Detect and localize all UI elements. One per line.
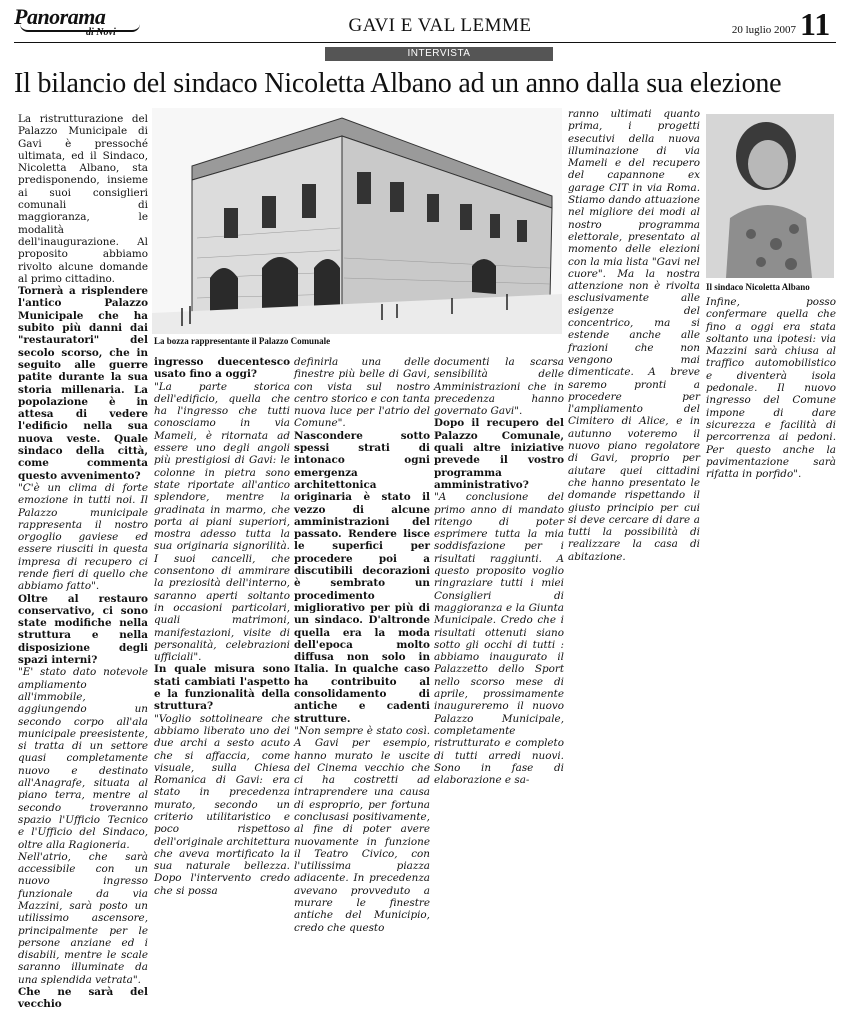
answer-paragraph: "E' stato dato notevole ampliamento all'immobile, aggiungendo un secondo corpo all'ala municipale preesistente, si tratta di un settore quasi completamente nuovo e destinato all'Anagrafe, situata al piano terra, mentre al secondo troveranno spazio l'Ufficio Tecnico e l'Ufficio del Sindaco, oltre alla Ragioneria. [18, 666, 148, 851]
article-column-1 [18, 113, 148, 1011]
article-column-2 [154, 356, 291, 897]
answer-paragraph: ranno ultimati quanto prima, i progetti esecutivi della nuova illuminazione di via Mameli e del recupero del capannone ex garage CIT in via Roma. Stiamo dando attuazione nel migliore dei modi al nostro programma elettorale, presentato al momento delle elezioni con la mia lista "Gavi nel cuore". Ma la nostra attenzione non è rivolta esclusivamente alle esigenze del concentrico, ma si estende anche alle frazioni che non vengono mai dimenticate. A breve saremo pronti a procedere per l'ampliamento del Cimitero di Alice, e in autunno voteremo il nuovo piano regolatore di Gavi, proprio per aiutare quei cittadini che hanno presentato le domande rispettando il giusto principio per cui si deve cercare di dare a tutti la possibilità di realizzare la casa di abitazione. [568, 108, 700, 563]
masthead-logo [14, 6, 154, 42]
logo-subtitle: di Novi [86, 27, 116, 38]
answer-paragraph: Nell'atrio, che sarà accessibile con un nuovo ingresso funzionale da via Mazzini, sarà posto un utilissimo ascensore, principalmente per le persone anziane ed i disabili, mentre le scale saranno illuminate da una splendida vetrata". [18, 850, 148, 986]
header-rule [14, 42, 836, 43]
intro-paragraph: La ristrutturazione del Palazzo Municipale di Gavi è pressoché ultimata, ed il Sindaco, Nicoletta Albano, sta predisponendo, insieme ai suoi consiglieri comunali di maggioranza, le modalità dell'inaugurazione. Al proposito abbiamo rivolto alcune domande al primo cittadino. [18, 113, 148, 285]
question-paragraph: Oltre al restauro conservativo, ci sono state modifiche nella struttura e nella disposizione degli spazi interni? [18, 592, 148, 667]
question-paragraph: Tornerà a risplendere l'antico Palazzo Municipale che ha subito più danni dai "restauratori" del secolo scorso, che in seguito alle guerre patite durante la sua storia millenaria. La popolazione è in attesa di vedere l'edificio nella sua nuova veste. Quale sindaco della città, come commenta questo avvenimento? [18, 285, 148, 482]
section-tag: INTERVISTA [325, 47, 553, 61]
question-paragraph: Dopo il recupero del Palazzo Comunale, quali altre iniziative prevede il vostro programma amministrativo? [434, 417, 564, 491]
building-caption: La bozza rappresentante il Palazzo Comunale [154, 336, 331, 346]
answer-paragraph: definirla una delle finestre più belle di Gavi, con vista sul nostro centro storico e con tanta nuova luce per l'atrio del Comune". [294, 356, 430, 430]
question-paragraph: Nascondere sotto spessi strati di intonaco ogni emergenza architettonica originaria è stato il vezzo di alcune amministrazioni del passato. Rendere lisce le superfici per procedere poi a discutibili decorazioni è sembrato un procedimento migliorativo per più di un sindaco. D'altronde quella era la moda dell'epoca molto diffusa non solo in Italia. In qualche caso ha contribuito al consolidamento di antiche e cadenti strutture. [294, 429, 430, 725]
answer-paragraph: "Non sempre è stato così. A Gavi per esempio, hanno murato le uscite del Cinema vecchio che ci ha costretti ad intraprendere una causa di esproprio, per fortuna conclusasi positivamente, al fine di poter avere nuovamente in funzione il Teatro Civico, con l'utilissima piazza adiacente. In precedenza avevano provveduto a murare le finestre antiche del Municipio, credo che questo [294, 724, 430, 934]
question-paragraph: Che ne sarà del vecchio [18, 986, 148, 1011]
article-column-5 [706, 296, 836, 481]
answer-paragraph: "Voglio sottolineare che abbiamo liberato uno dei due archi a sesto acuto che si affaccia, come visuale, sulla Chiesa Romanica di Gavi: era stato in precedenza murato, secondo un criterio utilitaristico e poco rispettoso dell'originale architettura che aveva mortificato la sua naturale bellezza. Dopo l'intervento credo che si possa [154, 712, 291, 897]
article-column-4 [434, 356, 564, 787]
section-title: GAVI E VAL LEMME [348, 15, 532, 36]
answer-paragraph: "La parte storica dell'edificio, quella che ha l'ingresso che tutti conosciamo in via Mameli, è ritornata ad essere uno degli angoli più prestigiosi di Gavi: le colonne in pietra sono state riportate all'antico splendore, mentre la gradinata in marmo, che porta ai piani superiori, mostra adesso tutta la sua originaria signorilità. I suoi cancelli, che consentono di ammirare la preziosità dell'interno, saranno aperti soltanto in occasioni particolari, quali matrimoni, manifestazioni, visite di personalità, celebrazioni ufficiali". [154, 380, 290, 664]
article-column-3 [294, 356, 430, 934]
question-paragraph: In quale misura sono stati cambiati l'aspetto e la funzionalità della struttura? [154, 663, 290, 713]
article-column-4-top [568, 108, 700, 563]
answer-paragraph: Infine, posso confermare quella che fino a oggi era stata soltanto una ipotesi: via Mazzini sarà chiusa al traffico automobilistico e diventerà isola pedonale. Il nuovo ingresso del Comune impone di dare sicurezza e facilità di percorrenza ai pedoni. Per questo anche la pavimentazione sarà rifatta in porfido". [706, 296, 836, 481]
answer-paragraph: "C'è un clima di forte emozione in tutti noi. Il Palazzo municipale rappresenta il nostro orgoglio gaviese ed essere riusciti in questa impresa di recupero ci rende fieri di quello che abbiamo fatto". [18, 481, 148, 593]
logo-title: Panorama [14, 4, 106, 29]
headline: Il bilancio del sindaco Nicoletta Albano ad un anno dalla sua elezione [14, 68, 782, 99]
logo-swoosh [20, 24, 140, 32]
building-sketch-drawing [152, 108, 562, 334]
answer-paragraph: documenti la scarsa sensibilità delle Amministrazioni che in precedenza hanno governato Gavi". [434, 356, 564, 418]
answer-paragraph: "A conclusione del primo anno di mandato ritengo di poter esprimere tutta la mia soddisfazione per i risultati raggiunti. A questo proposito voglio ringraziare tutti i miei Consiglieri di maggioranza e la Giunta Municipale. Credo che i risultati ottenuti siano sotto gli occhi di tutti : abbiamo inaugurato il Palazzetto dello Sport nello scorso mese di aprile, prossimamente inaugureremo il nuovo Palazzo Municipale, completamente ristrutturato e completo di tutti arredi nuovi. Sono in fase di elaborazione e sa- [434, 491, 564, 787]
page-number: 11 [800, 6, 831, 42]
mayor-photo [706, 114, 834, 278]
question-paragraph: ingresso duecentesco usato fino a oggi? [154, 356, 290, 381]
building-sketch [152, 108, 562, 334]
issue-date: 20 luglio 2007 [731, 24, 796, 36]
mayor-portrait [706, 114, 834, 278]
mayor-caption: Il sindaco Nicoletta Albano [706, 282, 810, 292]
